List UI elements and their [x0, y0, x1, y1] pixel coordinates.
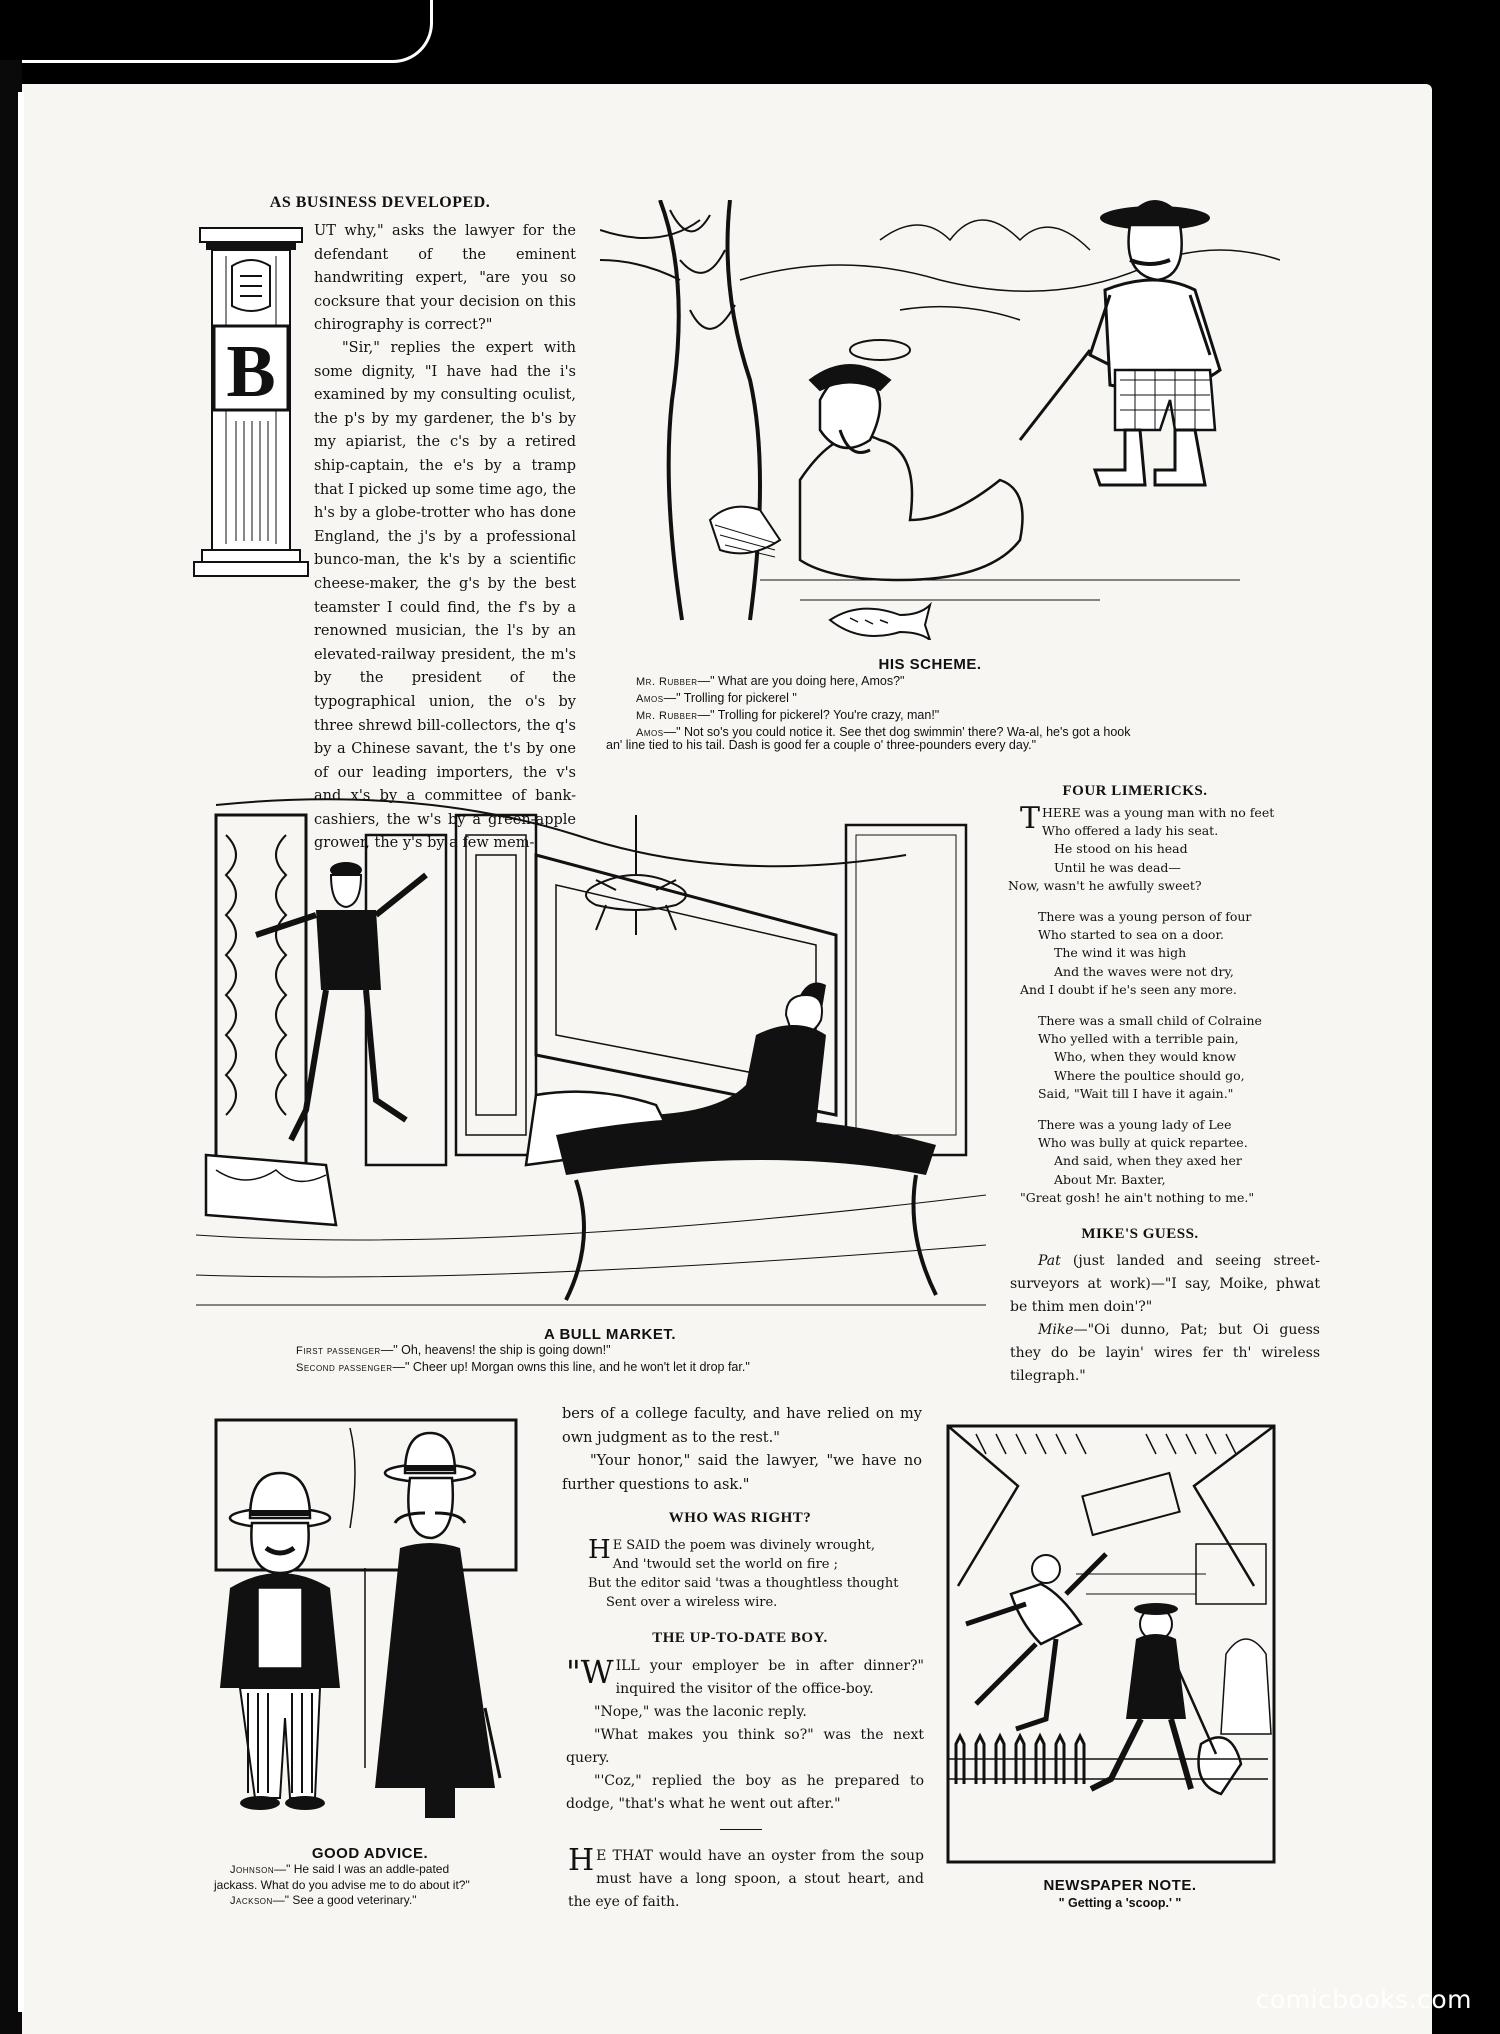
paragraph: "Nope," was the laconic reply. [594, 1704, 807, 1720]
limericks-text [1008, 801, 1340, 1220]
paragraph: "Your honor," said the lawyer, "we have no further questions to ask." [562, 1453, 922, 1493]
verse-line: Who, when they would know [1054, 1049, 1237, 1065]
speech: —" Cheer up! Morgan owns this line, and he won't let it drop far." [392, 1360, 750, 1374]
bull-market-illustration [196, 795, 986, 1315]
verse-line: There was a young lady of Lee [1038, 1117, 1232, 1133]
speaker: Johnson [230, 1864, 275, 1876]
article-body [200, 337, 576, 856]
speaker: Amos [636, 693, 664, 705]
paragraph: UT why," asks the lawyer for the defendant of the eminent handwriting expert, "are you so cocksure that your decision on this chirography is correct?" [314, 223, 576, 334]
section-title: FOUR LIMERICKS. [1062, 783, 1208, 799]
divider-rule [720, 1829, 762, 1830]
site-watermark: comicbooks.com [1255, 1985, 1472, 2014]
cartoon-caption-last-line: an' line tied to his tail. Dash is good fer a couple o' three-pounders every day." [606, 738, 1037, 752]
dialogue-line [636, 707, 1336, 724]
limerick-stanza [1008, 801, 1340, 895]
dialogue-line [214, 1878, 554, 1893]
speaker: Mr. Rubber [636, 676, 698, 688]
speaker: Mr. Rubber [636, 710, 698, 722]
newspaper-note-illustration [946, 1424, 1276, 1866]
speech: —" Trolling for pickerel? You're crazy, man!" [697, 708, 940, 722]
paragraph: Pat (just landed and seeing street-surveyors at work)—"I say, Moike, phwat be thim men doin'?" [1010, 1253, 1320, 1315]
flying-man-figure [966, 1554, 1106, 1729]
up-to-date-boy-text [566, 1655, 924, 1816]
verse-line: Said, "Wait till I have it again." [1038, 1085, 1234, 1101]
mikes-guess-text [1010, 1250, 1320, 1388]
dialogue-line [636, 690, 1336, 707]
cartoon-caption [214, 1862, 554, 1909]
speech: —" What are you doing here, Amos?" [697, 674, 905, 688]
paragraph: "What makes you think so?" was the next query. [566, 1727, 924, 1766]
speaker-name: Mike [1038, 1322, 1074, 1338]
verse-line: Who was bully at quick repartee. [1038, 1135, 1248, 1151]
page-fold-edge [18, 92, 24, 2012]
verse-line: Who offered a lady his seat. [1042, 823, 1219, 839]
speech: —" Trolling for pickerel " [663, 691, 797, 705]
dialogue-line [214, 1893, 554, 1909]
verse-line: Where the poultice should go, [1054, 1067, 1245, 1083]
paragraph: bers of a college faculty, and have relied on my own judgment as to the rest." [562, 1406, 922, 1446]
previous-page-edge [0, 0, 433, 63]
drop-letter: "W [566, 1653, 614, 1691]
speaker: Amos [636, 727, 664, 739]
dialogue-line [636, 673, 1336, 690]
section-title: MIKE'S GUESS. [1081, 1226, 1199, 1242]
verse-line: Who yelled with a terrible pain, [1038, 1031, 1239, 1047]
man-with-shovel-figure [1091, 1603, 1241, 1794]
speech: —" Not so's you could notice it. See thet dog swimmin' there? Wa-al, he's got a hook [663, 725, 1131, 739]
speaker: First passenger [296, 1345, 381, 1357]
verse-line: And the waves were not dry, [1054, 963, 1234, 979]
speech: jackass. What do you advise me to do about it?" [214, 1878, 470, 1892]
cartoon-title: NEWSPAPER NOTE. [1043, 1877, 1197, 1894]
speech: —" Oh, heavens! the ship is going down!" [380, 1343, 611, 1357]
speaker: Jackson [230, 1895, 273, 1907]
verse-line: And I doubt if he's seen any more. [1020, 981, 1237, 997]
limerick-stanza [1020, 1116, 1340, 1207]
limerick-stanza [1020, 908, 1340, 999]
who-was-right-verse [588, 1536, 928, 1612]
dialogue-line [296, 1342, 976, 1359]
drop-letter: B [226, 331, 276, 413]
cartoon-caption [636, 673, 1336, 741]
his-scheme-illustration [600, 200, 1280, 640]
cartoon-caption: " Getting a 'scoop.' " [1058, 1896, 1182, 1910]
drop-letter: T [1020, 801, 1041, 836]
verse-line: There was a young person of four [1038, 909, 1252, 925]
drop-letter: H [588, 1535, 611, 1565]
paragraph: Mike—"Oi dunno, Pat; but Oi guess they do be layin' wires fer th' wireless tilegraph." [1010, 1322, 1320, 1384]
verse-line: "Great gosh! he ain't nothing to me." [1020, 1189, 1255, 1205]
speaker-name: Pat [1038, 1253, 1061, 1269]
speech: —" See a good veterinary." [272, 1893, 417, 1907]
verse-line: But the editor said 'twas a thoughtless thought [588, 1576, 899, 1591]
verse-line: The wind it was high [1054, 945, 1187, 961]
limerick-stanza [1020, 1012, 1340, 1103]
article-continuation [562, 1403, 922, 1497]
verse-line: H E SAID the poem was divinely wrought, [588, 1535, 875, 1565]
speaker: Second passenger [296, 1362, 393, 1374]
cartoon-title: HIS SCHEME. [878, 656, 982, 673]
verse-line: THERE was a young man with no feet [1020, 801, 1275, 836]
dialogue-line [296, 1359, 976, 1376]
verse-line: Who started to sea on a door. [1038, 927, 1225, 943]
verse-line: He stood on his head [1054, 841, 1188, 857]
good-advice-illustration [200, 1418, 530, 1838]
mr-rubber-figure [1020, 200, 1220, 485]
drop-letter: H [568, 1843, 595, 1878]
verse-line: And said, when they axed her [1054, 1153, 1242, 1169]
oyster-text [568, 1845, 924, 1914]
verse-line: And 'twould set the world on fire ; [612, 1557, 838, 1572]
dialogue-line [214, 1862, 554, 1878]
article-title: AS BUSINESS DEVELOPED. [269, 194, 491, 211]
speech: —" He said I was an addle-pated [274, 1862, 450, 1876]
paragraph: "'Coz," replied the boy as he prepared to dodge, "that's what he went out after." [566, 1773, 924, 1812]
cartoon-caption [296, 1342, 976, 1376]
cartoon-title: GOOD ADVICE. [311, 1845, 429, 1862]
johnson-figure [220, 1473, 340, 1810]
section-title: WHO WAS RIGHT? [668, 1510, 812, 1526]
paragraph: H E THAT would have an oyster from the soup must have a long spoon, a stout heart, and the eye of faith. [568, 1843, 924, 1910]
jackson-figure [375, 1433, 500, 1818]
cartoon-title: A BULL MARKET. [544, 1326, 676, 1343]
paragraph: "WILL your employer be in after dinner?" inquired the visitor of the office-boy. [566, 1653, 924, 1697]
verse-line: There was a small child of Colraine [1038, 1013, 1262, 1029]
verse-line: Sent over a wireless wire. [606, 1595, 778, 1610]
verse-line: About Mr. Baxter, [1054, 1171, 1166, 1187]
article-body-top [314, 220, 576, 338]
verse-line: Until he was dead— [1054, 859, 1181, 875]
verse-line: Now, wasn't he awfully sweet? [1008, 877, 1202, 893]
paragraph: "Sir," replies the expert with some dignity, "I have had the i's examined by my consulting oculist, the p's by my gardener, the b's by my apiarist, the c's by a retired ship-captain, the e's by a tramp that I picked up some time ago, the h's by a globe-trotter who has done England, the j's by a professional bunco-man, the k's by a scientific cheese-maker, the g's by the best teamster I could find, the f's by a renowned musician, the l's by an elevated-railway president, the m's by the president of the typographical union, the o's by three shrewd bill-collectors, the q's by a Chinese savant, the t's by one of our leading importers, the v's and x's by a committee of bank-cashiers, the w's by a green-apple grower, the y's by a few mem- [314, 340, 576, 852]
section-title: THE UP-TO-DATE BOY. [652, 1630, 828, 1646]
